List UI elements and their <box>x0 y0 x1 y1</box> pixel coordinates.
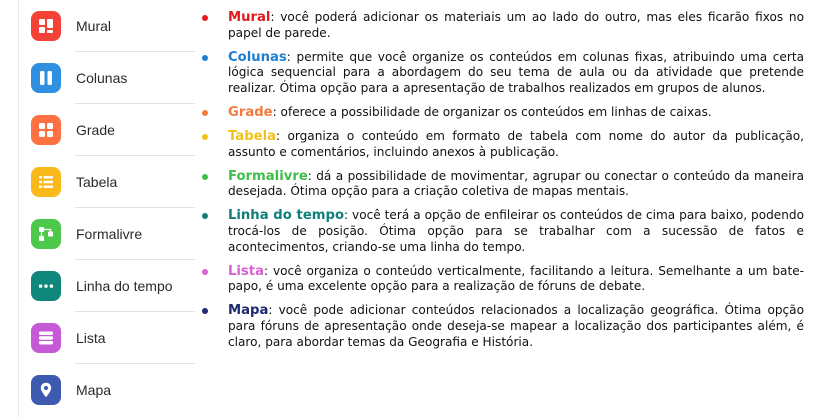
description-text: : você pode adicionar conteúdos relacionados a localização geográfica. Ótima opção para fóruns de apresentação onde deseja-se mapear a localização dos participantes além, é claro, para abordar temas da Geografia e História. <box>228 303 804 349</box>
description-keyword: Grade <box>228 104 273 120</box>
description-formalivre <box>200 169 804 200</box>
description-keyword: Mural <box>228 10 271 25</box>
description-linha-do-tempo <box>200 208 804 255</box>
menu-item-linha-do-tempo[interactable] <box>19 260 195 312</box>
bullet-icon <box>202 213 208 219</box>
description-grade <box>200 105 804 121</box>
description-text: : dá a possibilidade de movimentar, agrupar ou conectar o conteúdo da maneira desejada. Ótima opção para a criação coletiva de mapas mentais. <box>228 168 804 199</box>
menu-label-lista: Lista <box>76 330 106 346</box>
layout-menu <box>18 0 194 418</box>
list-icon <box>31 323 61 353</box>
grid-icon <box>31 115 61 145</box>
description-tabela <box>200 129 804 160</box>
bullet-icon <box>202 308 208 314</box>
description-keyword: Formalivre <box>228 168 308 184</box>
description-text: : oferece a possibilidade de organizar os conteúdos em linhas de caixas. <box>272 104 712 119</box>
description-text: : permite que você organize os conteúdos em colunas fixas, atribuindo uma certa lógica sequencial para a abordagem do seu tema de aula ou da atividade que pretende realizar. Ótima opção para a apresentação de trabalhos realizados em grupos de alunos. <box>228 49 804 95</box>
freeform-icon <box>31 219 61 249</box>
bullet-icon <box>202 110 208 116</box>
description-keyword: Colunas <box>228 49 287 65</box>
description-keyword: Tabela <box>228 129 276 145</box>
description-keyword: Lista <box>228 263 264 279</box>
description-lista <box>200 264 804 295</box>
description-colunas <box>200 50 804 97</box>
description-keyword: Linha do tempo <box>228 208 345 224</box>
bullet-icon <box>202 269 208 275</box>
menu-item-formalivre[interactable] <box>19 208 195 260</box>
layout-description-list <box>200 10 804 359</box>
bullet-icon <box>202 55 208 61</box>
description-text: : organiza o conteúdo em formato de tabela com nome do autor da publicação, assunto e comentários, incluindo anexos à publicação. <box>228 129 804 159</box>
description-text: : você organiza o conteúdo verticalmente, facilitando a leitura. Semelhante a um bate-papo, é uma excelente opção para a realização de fóruns de debate. <box>228 263 804 294</box>
menu-label-tabela: Tabela <box>76 174 118 190</box>
menu-label-formalivre: Formalivre <box>76 226 143 242</box>
table-icon <box>31 167 61 197</box>
menu-label-mapa: Mapa <box>76 382 112 398</box>
menu-item-tabela[interactable] <box>19 156 195 208</box>
description-text: : você poderá adicionar os materiais um ao lado do outro, mas eles ficarão fixos no papel de parede. <box>228 10 804 40</box>
menu-item-lista[interactable] <box>19 312 195 364</box>
menu-item-colunas[interactable] <box>19 52 195 104</box>
mural-icon <box>31 11 61 41</box>
columns-icon <box>31 63 61 93</box>
bullet-icon <box>202 134 208 140</box>
timeline-icon <box>31 271 61 301</box>
description-mapa <box>200 303 804 350</box>
bullet-icon <box>202 174 208 180</box>
menu-item-mapa[interactable] <box>19 364 195 416</box>
map-pin-icon <box>31 375 61 405</box>
menu-item-grade[interactable] <box>19 104 195 156</box>
menu-item-mural[interactable] <box>19 0 195 52</box>
menu-label-mural: Mural <box>76 18 112 34</box>
description-mural <box>200 10 804 41</box>
bullet-icon <box>202 15 208 21</box>
menu-label-grade: Grade <box>76 122 115 138</box>
menu-label-linha-do-tempo: Linha do tempo <box>76 278 173 294</box>
menu-label-colunas: Colunas <box>76 70 128 86</box>
description-text: : você terá a opção de enfileirar os conteúdos de cima para baixo, podendo trocá-los de posição. Ótima opção para se trabalhar com a sucessão de fatos e acontecimentos, criando-se uma linha do tempo. <box>228 208 804 254</box>
description-keyword: Mapa <box>228 303 269 319</box>
